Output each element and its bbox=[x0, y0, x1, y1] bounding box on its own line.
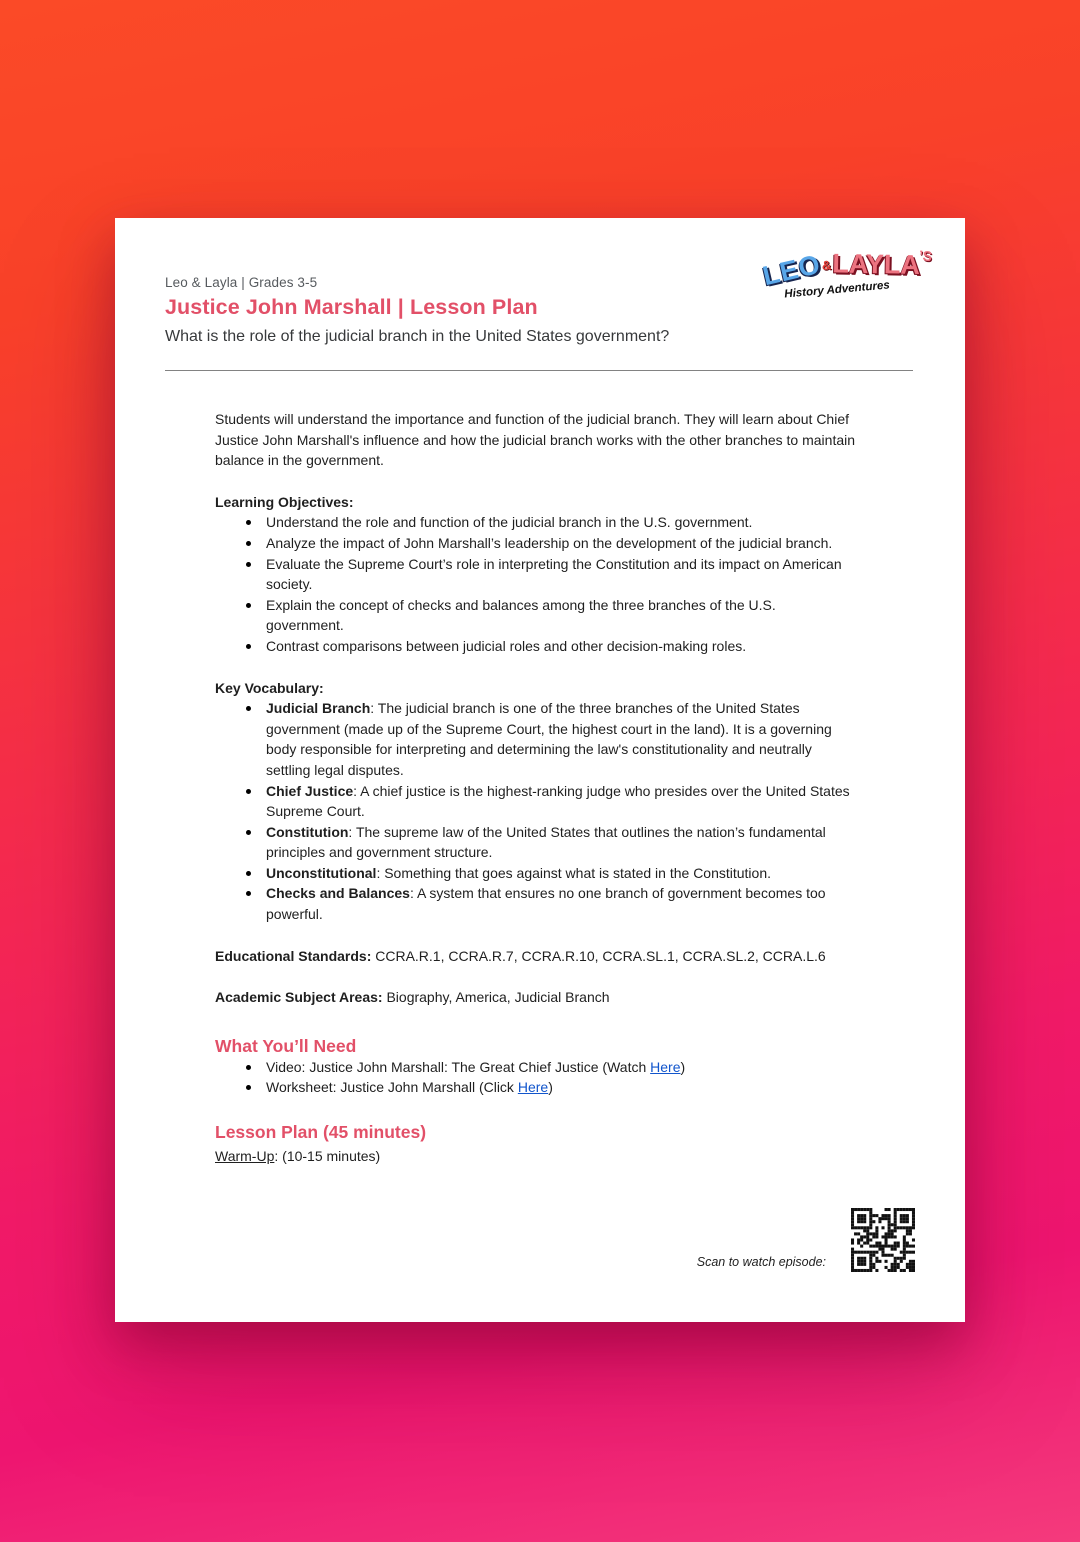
list-item bbox=[243, 863, 855, 884]
logo-tagline: History Adventures bbox=[783, 279, 891, 301]
subject-areas-value: Biography, America, Judicial Branch bbox=[386, 989, 610, 1006]
vocab-term: Judicial Branch bbox=[266, 700, 371, 717]
page-subtitle: What is the role of the judicial branch in the United States government? bbox=[165, 328, 670, 345]
intro-paragraph: Students will understand the importance and function of the judicial branch. They will learn about Chief Justice John Marshall's influence and how the judicial branch works with the other branches to maintain balance in the government. bbox=[215, 411, 856, 469]
standards-label: Educational Standards: bbox=[215, 947, 376, 964]
what-you-need-heading: What You’ll Need bbox=[215, 1036, 357, 1057]
list-item bbox=[243, 698, 855, 780]
vocab-term: Chief Justice bbox=[266, 782, 354, 799]
leo-and-layla-logo bbox=[759, 247, 934, 301]
educational-standards-line bbox=[215, 946, 855, 967]
logo-layla-text: LAYLA bbox=[832, 248, 921, 280]
watch-here-link[interactable]: Here bbox=[650, 1058, 681, 1075]
vocab-definition: : The judicial branch is one of the three branches of the United States government (made up of the Supreme Court, the highest court in the land). It is a governing body responsible for interpreting and determining the law's constitutionality and neutrally settling legal disputes. bbox=[266, 700, 832, 778]
lesson-plan-page bbox=[115, 218, 965, 1322]
lesson-plan-heading: Lesson Plan (45 minutes) bbox=[215, 1122, 427, 1143]
qr-footer bbox=[697, 1208, 915, 1272]
list-item: Contrast comparisons between judicial roles and other decision-making roles. bbox=[243, 636, 855, 657]
subject-areas-line bbox=[215, 987, 855, 1005]
list-item bbox=[243, 1077, 855, 1098]
qr-caption: Scan to watch episode: bbox=[696, 1255, 826, 1269]
vocab-term: Unconstitutional bbox=[266, 864, 377, 881]
list-item bbox=[243, 781, 855, 822]
item-text: Worksheet: Justice John Marshall (Click bbox=[266, 1079, 518, 1096]
list-item bbox=[243, 1057, 855, 1078]
qr-code bbox=[851, 1208, 915, 1272]
list-item bbox=[243, 883, 855, 924]
list-item: Explain the concept of checks and balances among the three branches of the U.S. government. bbox=[243, 595, 855, 636]
warm-up-label: Warm-Up bbox=[215, 1147, 275, 1164]
item-text: ) bbox=[680, 1058, 686, 1075]
lesson-plan-section bbox=[215, 1122, 855, 1166]
header-divider bbox=[165, 370, 913, 371]
what-you-need-list bbox=[215, 1057, 855, 1098]
list-item: Understand the role and function of the judicial branch in the U.S. government. bbox=[243, 512, 855, 533]
item-text: Video: Justice John Marshall: The Great Chief Justice (Watch bbox=[266, 1058, 651, 1075]
standards-value: CCRA.R.1, CCRA.R.7, CCRA.R.10, CCRA.SL.1, CCRA.SL.2, CCRA.L.6 bbox=[375, 947, 826, 964]
vocab-definition: : The supreme law of the United States that outlines the nation’s fundamental principles and government structure. bbox=[266, 823, 826, 861]
page-title: Justice John Marshall | Lesson Plan bbox=[165, 295, 538, 319]
learning-objectives-section bbox=[215, 492, 855, 657]
eyebrow-grades: Leo & Layla | Grades 3-5 bbox=[165, 275, 318, 290]
vocab-definition: : A system that ensures no one branch of government becomes too powerful. bbox=[266, 885, 826, 923]
item-text: ) bbox=[548, 1079, 553, 1096]
logo-ampersand: & bbox=[821, 257, 832, 273]
learning-objectives-list bbox=[215, 512, 855, 656]
list-item: Evaluate the Supreme Court’s role in interpreting the Constitution and its impact on American society. bbox=[243, 554, 855, 595]
vocab-definition: : A chief justice is the highest-ranking judge who presides over the United States Supreme Court. bbox=[266, 782, 850, 820]
list-item bbox=[243, 822, 855, 863]
key-vocabulary-section bbox=[215, 678, 855, 925]
logo-leo-text: LEO bbox=[759, 248, 824, 292]
key-vocabulary-heading: Key Vocabulary: bbox=[215, 679, 324, 696]
worksheet-here-link[interactable]: Here bbox=[517, 1079, 549, 1096]
warm-up-duration: : (10-15 minutes) bbox=[274, 1147, 381, 1164]
logo-apostrophe-s: ’S bbox=[918, 247, 934, 265]
key-vocabulary-list bbox=[215, 698, 855, 925]
subject-areas-label: Academic Subject Areas: bbox=[215, 989, 387, 1006]
vocab-definition: : Something that goes against what is stated in the Constitution. bbox=[376, 864, 772, 881]
learning-objectives-heading: Learning Objectives: bbox=[215, 493, 354, 510]
warm-up-line bbox=[215, 1146, 855, 1167]
list-item: Analyze the impact of John Marshall’s leadership on the development of the judicial branch. bbox=[243, 533, 855, 554]
page-header bbox=[165, 247, 934, 371]
vocab-term: Constitution bbox=[266, 823, 349, 840]
document-body bbox=[215, 409, 855, 1166]
vocab-term: Checks and Balances bbox=[266, 885, 410, 902]
what-you-need-section bbox=[215, 1036, 855, 1098]
